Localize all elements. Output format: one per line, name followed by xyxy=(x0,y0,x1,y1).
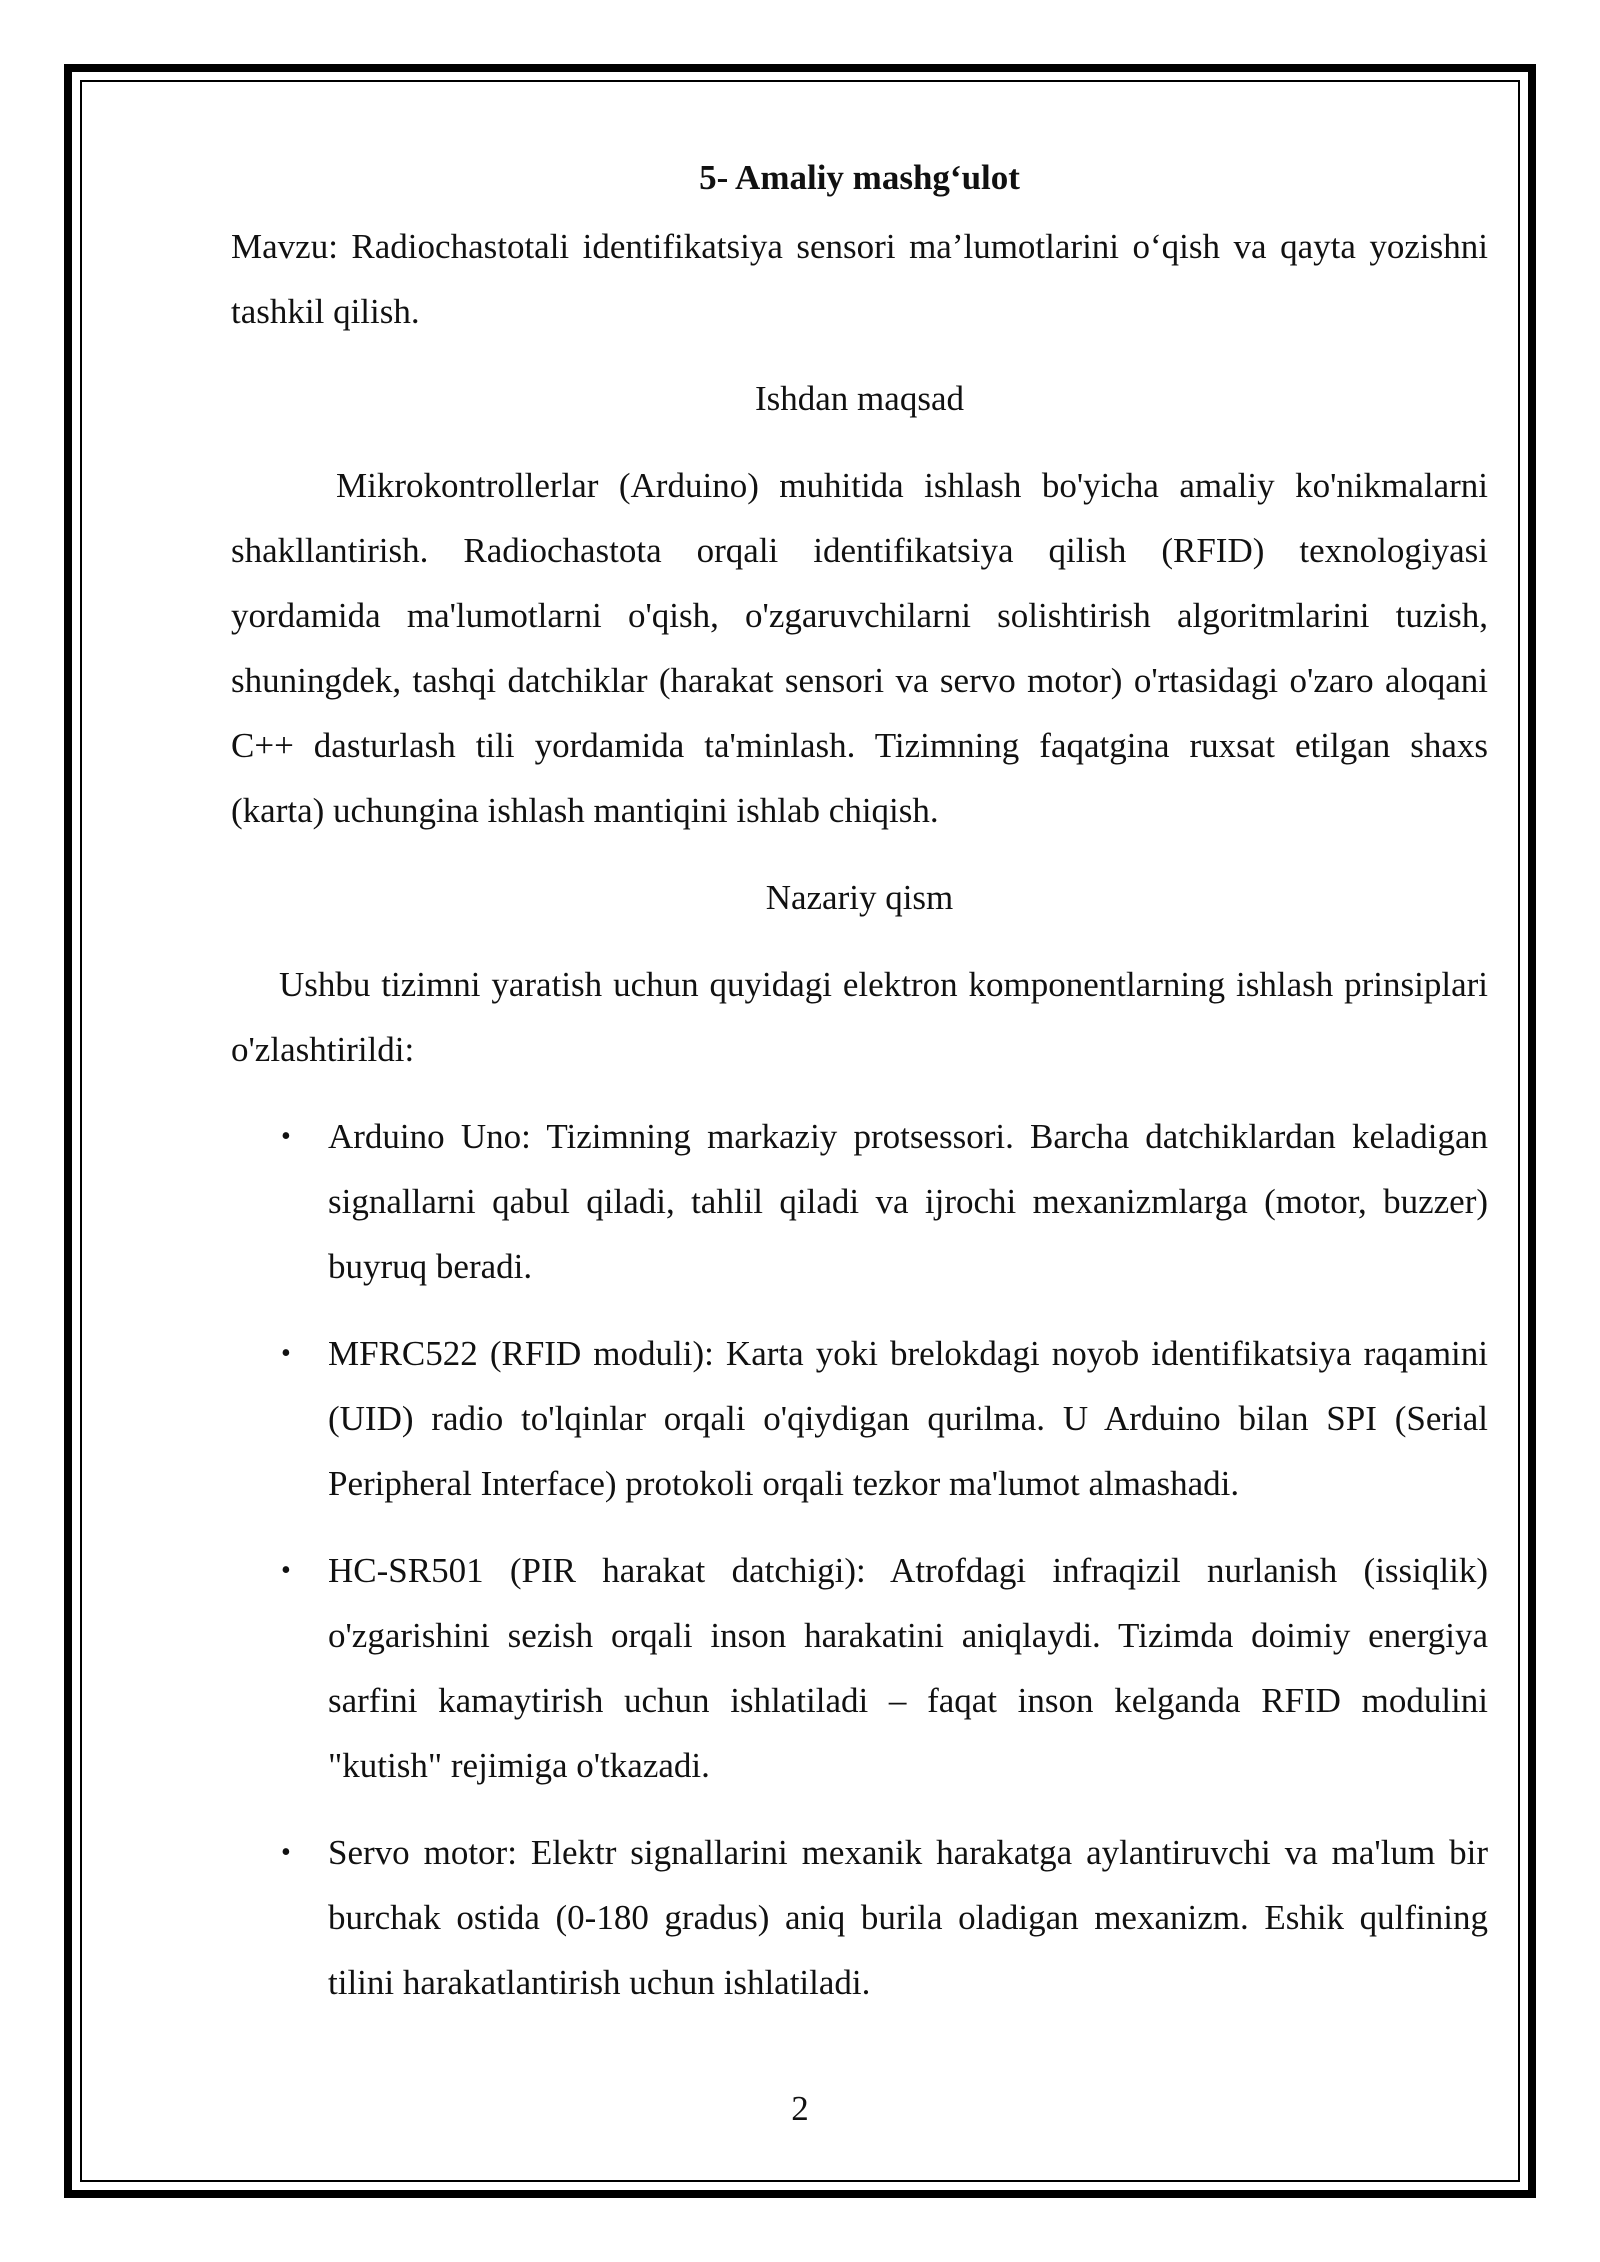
theory-intro-paragraph: Ushbu tizimni yaratish uchun quyidagi elektron komponentlarning ishlash prinsiplari o'zlashtirildi: xyxy=(231,965,1488,1069)
goal-paragraph: Mikrokontrollerlar (Arduino) muhitida ishlash bo'yicha amaliy ko'nikmalarni shakllantirish. Radiochastota orqali identifikatsiya qilish (RFID) texnologiyasi yordamida ma'lumotlarni o'qish, o'zgaruvchilarni solishtirish algoritmlarini tuzish, shuningdek, tashqi datchiklar (harakat sensori va servo motor) o'rtasidagi o'zaro aloqani C++ dasturlash tili yordamida ta'minlash. Tizimning faqatgina ruxsat etilgan shaxs (karta) uchungina ishlash mantiqini ishlab chiqish. xyxy=(231,466,1488,830)
list-item-text: Arduino Uno: Tizimning markaziy protsessori. Barcha datchiklardan keladigan signallarni qabul qiladi, tahlil qiladi va ijrochi mexanizmlarga (motor, buzzer) buyruq beradi. xyxy=(328,1117,1488,1286)
component-list xyxy=(231,1104,1488,2015)
page-title: 5- Amaliy mashg‘ulot xyxy=(699,158,1020,197)
section-heading-theory: Nazariy qism xyxy=(765,878,954,917)
list-item xyxy=(231,1321,1488,1516)
section-heading-goal: Ishdan maqsad xyxy=(755,379,964,418)
bullet-icon: • xyxy=(281,1338,291,1369)
bullet-icon: • xyxy=(281,1837,291,1868)
list-item-text: Servo motor: Elektr signallarini mexanik harakatga aylantiruvchi va ma'lum bir burchak ostida (0-180 gradus) aniq burila oladigan mexanizm. Eshik qulfining tilini harakatlantirish uchun ishlatiladi. xyxy=(328,1833,1488,2002)
list-item xyxy=(231,1104,1488,1299)
list-item xyxy=(231,1538,1488,1798)
list-item xyxy=(231,1820,1488,2015)
bullet-icon: • xyxy=(281,1555,291,1586)
list-item-text: HC-SR501 (PIR harakat datchigi): Atrofdagi infraqizil nurlanish (issiqlik) o'zgarishini sezish orqali inson harakatini aniqlaydi. Tizimda doimiy energiya sarfini kamaytirish uchun ishlatiladi – faqat inson kelganda RFID modulini "kutish" rejimiga o'tkazadi. xyxy=(328,1551,1488,1785)
topic-paragraph: Mavzu: Radiochastotali identifikatsiya sensori ma’lumotlarini o‘qish va qayta yozishni tashkil qilish. xyxy=(231,227,1488,331)
list-item-text: MFRC522 (RFID moduli): Karta yoki brelokdagi noyob identifikatsiya raqamini (UID) radio to'lqinlar orqali o'qiydigan qurilma. U Arduino bilan SPI (Serial Peripheral Interface) protokoli orqali tezkor ma'lumot almashadi. xyxy=(328,1334,1488,1503)
page-content xyxy=(231,145,1488,2037)
page-number: 2 xyxy=(791,2089,809,2128)
bullet-icon: • xyxy=(281,1121,291,1152)
